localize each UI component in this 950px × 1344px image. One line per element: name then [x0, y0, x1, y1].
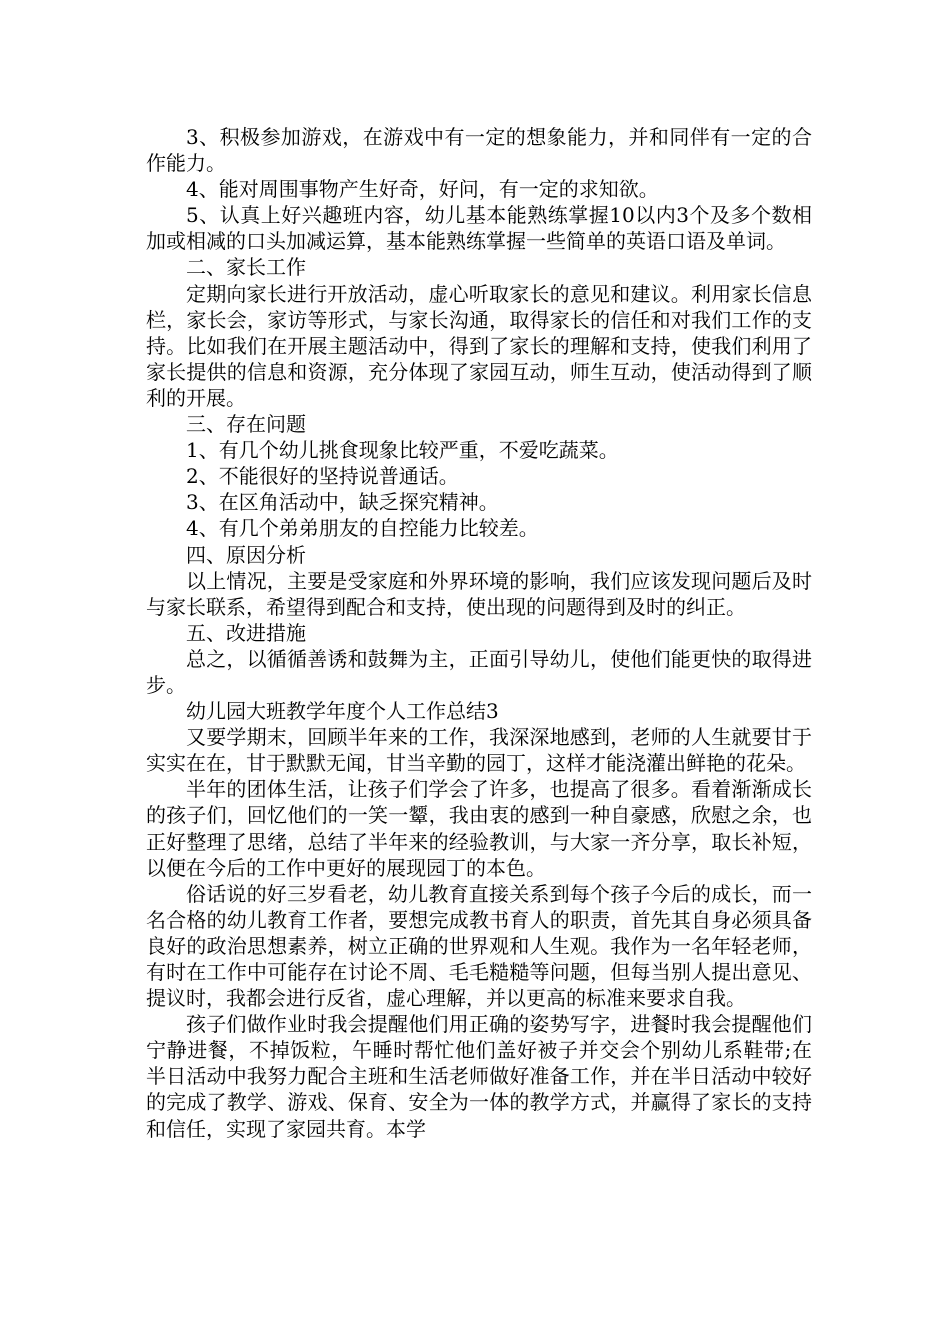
paragraph-1: 3、积极参加游戏，在游戏中有一定的想象能力，并和同伴有一定的合作能力。 — [146, 125, 812, 176]
section-heading-improvements: 五、改进措施 — [186, 620, 306, 645]
paragraph-18: 俗话说的好三岁看老，幼儿教育直接关系到每个孩子今后的成长，而一名合格的幼儿教育工作者，要想完成教书育人的职责，首先其自身必须具备良好的政治思想素养，树立正确的世界观和人生观。我作为一名年轻老师，有时在工作中可能存在讨论不周、毛毛糙糙等问题，但每当别人提出意见、提议时，我都会进行反省，虚心理解，并以更高的标准来要求自我。 — [146, 881, 812, 1011]
paragraph-10: 4、有几个弟弟朋友的自控能力比较差。 — [186, 516, 539, 541]
document-page — [146, 124, 812, 1142]
paragraph-5: 定期向家长进行开放活动，虚心听取家长的意见和建议。利用家长信息栏，家长会，家访等形式，与家长沟通，取得家长的信任和对我们工作的支持。比如我们在开展主题活动中，得到了家长的理解和支持，使我们利用了家长提供的信息和资源，充分体现了家园互动，师生互动，使活动得到了顺利的开展。 — [146, 281, 812, 410]
paragraph-12: 以上情况，主要是受家庭和外界环境的影响，我们应该发现问题后及时与家长联系，希望得到配合和支持，使出现的问题得到及时的纠正。 — [146, 568, 812, 619]
paragraph-14: 总之，以循循善诱和鼓舞为主，正面引导幼儿，使他们能更快的取得进步。 — [146, 646, 812, 697]
paragraph-19: 孩子们做作业时我会提醒他们用正确的姿势写字，进餐时我会提醒他们宁静进餐，不掉饭粒，午睡时帮忙他们盖好被子并交会个别幼儿系鞋带;在半日活动中我努力配合主班和生活老师做好准备工作，并在半日活动中较好的完成了教学、游戏、保育、安全为一体的教学方式，并赢得了家长的支持和信任，实现了家园共育。本学 — [146, 1012, 812, 1141]
paragraph-9: 3、在区角活动中，缺乏探究精神。 — [186, 490, 499, 515]
paragraph-17: 半年的团体生活，让孩子们学会了许多，也提高了很多。看着渐渐成长的孩子们，回忆他们的一笑一颦，我由衷的感到一种自豪感，欣慰之余，也正好整理了思绪，总结了半年来的经验教训，与大家一齐分享，取长补短，以便在今后的工作中更好的展现园丁的本色。 — [146, 777, 812, 880]
paragraph-8: 2、不能很好的坚持说普通话。 — [186, 464, 459, 489]
paragraph-2: 4、能对周围事物产生好奇，好问，有一定的求知欲。 — [186, 177, 659, 202]
paragraph-3: 5、认真上好兴趣班内容，幼儿基本能熟练掌握10以内3个及多个数相加或相减的口头加减运算，基本能熟练掌握一些简单的英语口语及单词。 — [146, 203, 812, 254]
paragraph-7: 1、有几个幼儿挑食现象比较严重，不爱吃蔬菜。 — [186, 438, 619, 463]
paragraph-16: 又要学期末，回顾半年来的工作，我深深地感到，老师的人生就要甘于实实在在，甘于默默无闻，甘当辛勤的园丁，这样才能浇灌出鲜艳的花朵。 — [146, 725, 812, 776]
section-heading-cause-analysis: 四、原因分析 — [186, 542, 306, 567]
section-heading-problems: 三、存在问题 — [186, 412, 306, 437]
section-heading-parent-work: 二、家长工作 — [186, 255, 306, 280]
article-title: 幼儿园大班教学年度个人工作总结3 — [186, 699, 499, 724]
